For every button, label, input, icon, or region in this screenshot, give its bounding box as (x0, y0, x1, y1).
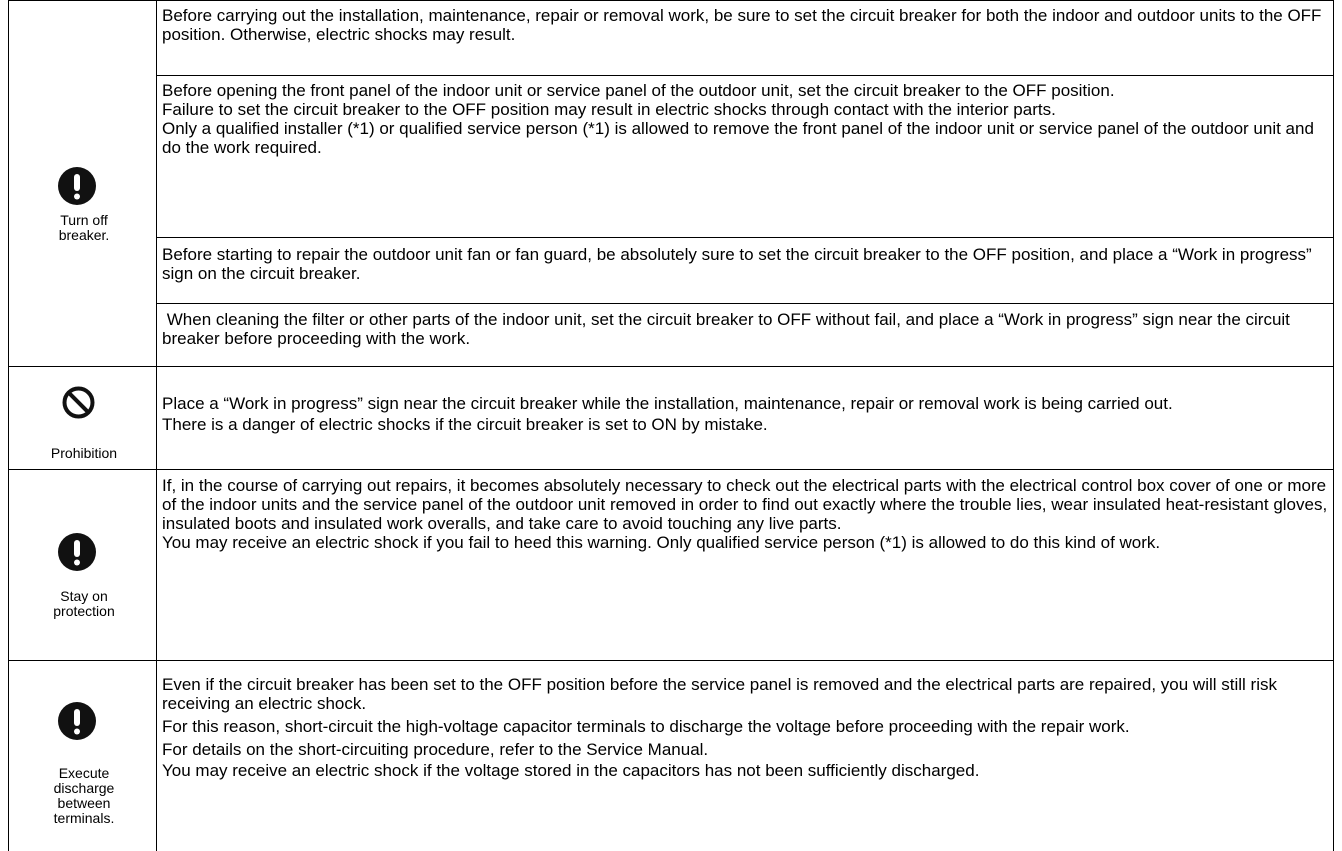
paragraph: You may receive an electric shock if the voltage stored in the capacitors has not been sufficiently discharged. (162, 761, 980, 780)
warning-text (162, 6, 1332, 44)
row-divider (156, 303, 1334, 304)
row-divider (156, 237, 1334, 238)
warning-text (162, 81, 1332, 157)
paragraph: For details on the short-circuiting procedure, refer to the Service Manual. (162, 740, 709, 759)
paragraph: For this reason, short-circuit the high-voltage capacitor terminals to discharge the voltage before proceeding with the repair work. (162, 717, 1130, 736)
mandatory-icon (58, 167, 96, 205)
paragraph: When cleaning the filter or other parts of the indoor unit, set the circuit breaker to OFF without fail, and place a “Work in progress” sign near the circuit breaker before proceeding with the work. (162, 310, 1295, 348)
warning-text (162, 675, 1332, 780)
column-divider (156, 0, 157, 851)
table-right-border (1333, 0, 1334, 851)
paragraph: You may receive an electric shock if you fail to heed this warning. Only qualified service person (*1) is allowed to do this kind of work. (162, 533, 1161, 552)
warning-text (162, 394, 1332, 434)
warning-text (162, 476, 1332, 552)
paragraph: If, in the course of carrying out repairs, it becomes absolutely necessary to check out the electrical parts with the electrical control box cover of one or more of the indoor units and the service panel of the outdoor unit removed in order to find out exactly where the trouble lies, wear insulated heat-resistant gloves, insulated boots and insulated work overalls, and take care to avoid touching any live parts. (162, 476, 1328, 533)
paragraph: Before carrying out the installation, maintenance, repair or removal work, be sure to set the circuit breaker for both the indoor and outdoor units to the OFF position. Otherwise, electric shocks may result. (162, 6, 1322, 44)
group-label-execute-discharge: Execute discharge between terminals. (53, 765, 115, 826)
paragraph: Only a qualified installer (*1) or qualified service person (*1) is allowed to remove the front panel of the indoor unit or service panel of the outdoor unit and do the work required. (162, 119, 1314, 157)
table-top-border (8, 0, 1334, 1)
paragraph: There is a danger of electric shocks if the circuit breaker is set to ON by mistake. (162, 415, 768, 434)
warning-text (162, 310, 1332, 348)
paragraph: Before opening the front panel of the indoor unit or service panel of the outdoor unit, set the circuit breaker to the OFF position. (162, 81, 1115, 100)
paragraph: Before starting to repair the outdoor unit fan or fan guard, be absolutely sure to set the circuit breaker to the OFF position, and place a “Work in progress” sign on the circuit breaker. (162, 245, 1312, 283)
paragraph: Failure to set the circuit breaker to the OFF position may result in electric shocks through contact with the interior parts. (162, 100, 1056, 119)
paragraph: Place a “Work in progress” sign near the circuit breaker while the installation, maintenance, repair or removal work is being carried out. (162, 394, 1173, 413)
group-divider (8, 469, 1334, 470)
paragraph: Even if the circuit breaker has been set to the OFF position before the service panel is removed and the electrical parts are repaired, you will still risk receiving an electric shock. (162, 675, 1277, 713)
group-label-stay-on-protection: Stay on protection (53, 588, 115, 619)
warning-text (162, 245, 1332, 283)
mandatory-icon (58, 702, 96, 740)
prohibition-icon (62, 386, 95, 419)
mandatory-icon (58, 533, 96, 571)
table-left-border (8, 0, 9, 851)
group-label-turn-off-breaker: Turn off breaker. (58, 212, 110, 243)
group-label-prohibition: Prohibition (50, 445, 118, 461)
row-divider (156, 75, 1334, 76)
group-divider (8, 660, 1334, 661)
group-divider (8, 366, 1334, 367)
